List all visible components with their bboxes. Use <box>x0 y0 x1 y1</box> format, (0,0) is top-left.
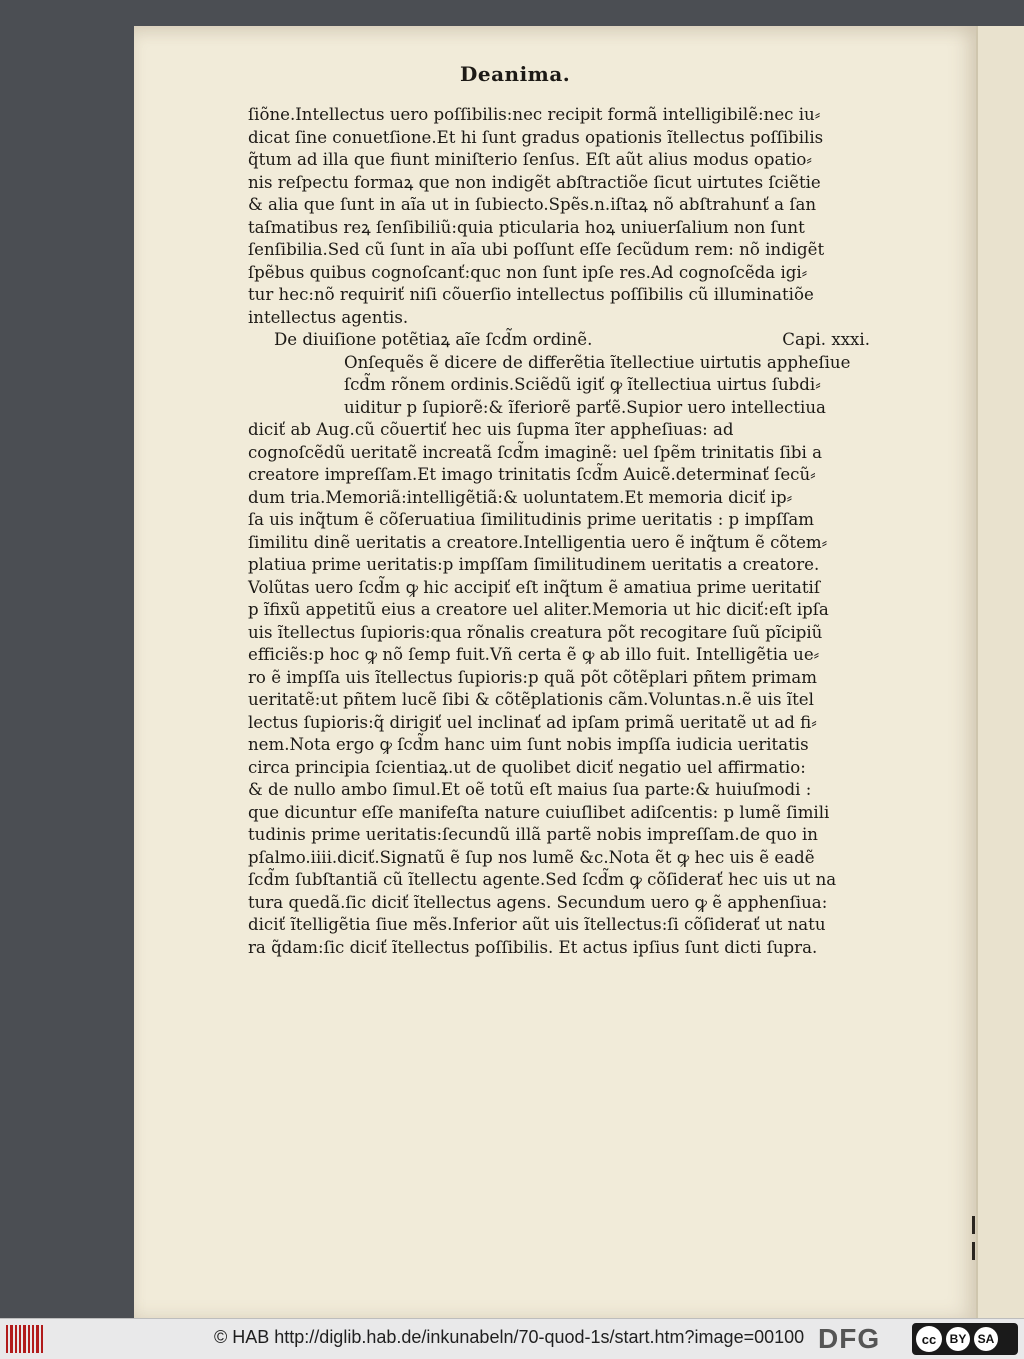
running-head: Deanima. <box>460 62 571 86</box>
margin-mark <box>972 1216 975 1234</box>
cc-license-badge[interactable] <box>912 1323 1018 1355</box>
dfg-logo: DFG <box>818 1323 881 1354</box>
text-line: tura quedã.ſic diciť ĩtellectus agens. Secundum uero ꝙ ẽ apphenſiua: <box>248 892 828 912</box>
cc-icon: cc <box>916 1326 942 1352</box>
text-line: dum tria.Memoriã:intelligẽtiã:& uoluntatem.Et memoria diciť ip⸗ <box>248 487 793 507</box>
text-line: uis ĩtellectus ſupioris:qua rõnalis creatura põt recogitare ſuũ pĩcipiũ <box>248 622 823 642</box>
chapter-heading <box>248 329 898 352</box>
text-line: dicat ſine conuetſione.Et hi ſunt gradus opationis ĩtellectus poſſibilis <box>248 127 824 147</box>
text-line: circa principia ſcientiaꝝ.ut de quolibet diciť negatio uel affirmatio: <box>248 757 806 777</box>
text-line: q̃tum ad illa que fiunt miniſterio ſenſus. Eſt aũt alius modus opatio⸗ <box>248 150 812 169</box>
text-line: ſpẽbus quibus cognoſcanť:quc non ſunt ipſe res.Ad cognoſcẽda igi⸗ <box>248 262 808 282</box>
text-block <box>248 104 898 959</box>
text-line: Onſequẽs ẽ dicere de differẽtia ĩtellectiue uirtutis appheſiue <box>344 352 851 372</box>
text-line: taſmatibus reꝝ ſenſibiliũ:quia pticularia hoꝝ uniuerſalium non ſunt <box>248 217 805 237</box>
facing-page-edge <box>976 26 1024 1318</box>
text-line: uiditur p ſupiorẽ:& ĩferiorẽ parťẽ.Supior uero intellectiua <box>344 397 826 417</box>
footer-bar <box>0 1318 1024 1359</box>
citation-link[interactable]: © HAB http://diglib.hab.de/inkunabeln/70-quod-1s/start.htm?image=00100 <box>214 1327 805 1347</box>
text-line: ſa uis inq̃tum ẽ cõſeruatiua ſimilitudinis prime ueritatis : p impſſam <box>248 510 815 529</box>
text-line: nis reſpectu formaꝝ que non indigẽt abſtractiõe ſicut uirtutes ſciẽtie <box>248 172 821 192</box>
text-line: ſcd̃m ſubſtantiã cũ ĩtellectu agente.Sed ſcd̃m ꝙ cõſiderať hec uis ut na <box>248 870 837 889</box>
text-line: ſiõne.Intellectus uero poſſibilis:nec recipit formã intelligibilẽ:nec iu⸗ <box>248 105 821 124</box>
text-line: efficiẽs:p hoc ꝙ nõ ſemp fuit.Vñ certa ẽ ꝙ ab illo fuit. Intelligẽtia ue⸗ <box>248 645 820 664</box>
text-line: que dicuntur eſſe manifeſta nature cuiuſlibet adiſcentis: p lumẽ ſimili <box>248 802 830 822</box>
text-line: pſalmo.iiii.diciť.Signatũ ẽ ſup nos lumẽ &c.Nota ẽt ꝙ hec uis ẽ eadẽ <box>248 847 815 867</box>
text-line: tudinis prime ueritatis:ſecundũ illã partẽ nobis impreſſam.de quo in <box>248 825 818 844</box>
text-line: diciť ĩtelligẽtia ſiue mẽs.Inferior aũt uis ĩtellectus:ſi cõſiderať ut natu <box>248 915 826 934</box>
text-line: & alia que ſunt in aĩa ut in ſubiecto.Spẽs.n.iſtaꝝ nõ abſtrahunť a ſan <box>248 195 817 214</box>
margin-mark <box>972 1242 975 1260</box>
sa-icon: SA <box>974 1327 998 1351</box>
text-line: platiua prime ueritatis:p impſſam ſimilitudinem ueritatis a creatore. <box>248 555 820 574</box>
text-line: ſcd̃m rõnem ordinis.Sciẽdũ igiť ꝙ ĩtellectiua uirtus ſubdi⸗ <box>344 375 821 394</box>
text-line: Volũtas uero ſcd̃m ꝙ hic accipiť eſt inq̃tum ẽ amatiua prime ueritatiſ <box>248 577 820 597</box>
text-line: nem.Nota ergo ꝙ ſcd̃m hanc uim ſunt nobis impſſa iudicia ueritatis <box>248 735 809 754</box>
text-line: & de nullo ambo ſimul.Et oẽ totũ eſt maius ſua parte:& huiuſmodi : <box>248 780 812 799</box>
chapter-number: Capi. xxxi. <box>782 330 870 349</box>
text-line: ſenſibilia.Sed cũ ſunt in aĩa ubi poſſunt eſſe ſecũdum rem: nõ indigẽt <box>248 240 825 259</box>
text-line: creatore impreſſam.Et imago trinitatis ſcd̃m Auicẽ.determinať ſecũ⸗ <box>248 465 816 484</box>
text-line: ra q̃dam:ſic diciť ĩtellectus poſſibilis. Et actus ipſius ſunt dicti ſupra. <box>248 937 818 957</box>
text-line: cognoſcẽdũ ueritatẽ increatã ſcd̃m imaginẽ: uel ſpẽm trinitatis ſibi a <box>248 442 823 462</box>
text-line: ſimilitu dinẽ ueritatis a creatore.Intelligentia uero ẽ inq̃tum ẽ cõtem⸗ <box>248 532 828 552</box>
by-icon: BY <box>946 1327 970 1351</box>
hab-logo-icon <box>6 1325 44 1353</box>
text-line: intellectus agentis. <box>248 307 409 327</box>
text-line: diciť ab Aug.cũ cõuertiť hec uis ſupma ĩter appheſiuas: ad <box>248 420 734 439</box>
text-line: lectus ſupioris:q̃ dirigiť uel inclinať ad ipſam primã ueritatẽ ut ad fi⸗ <box>248 712 817 732</box>
text-line: ro ẽ impſſa uis ĩtellectus ſupioris:p quã põt cõtẽplari pñtem primam <box>248 667 818 687</box>
text-line: ueritatẽ:ut pñtem lucẽ ſibi & cõtẽplationis cãm.Voluntas.n.ẽ uis ĩtel <box>248 690 814 709</box>
text-line: tur hec:nõ requiriť niſi cõuerſio intellectus poſſibilis cũ illuminatiõe <box>248 285 814 304</box>
chapter-title: De diuiſione potẽtiaꝝ aĩe ſcd̃m ordinẽ. <box>274 330 593 349</box>
text-line: p ĩfixũ appetitũ eius a creatore uel aliter.Memoria ut hic diciť:eſt ipſa <box>248 600 829 619</box>
